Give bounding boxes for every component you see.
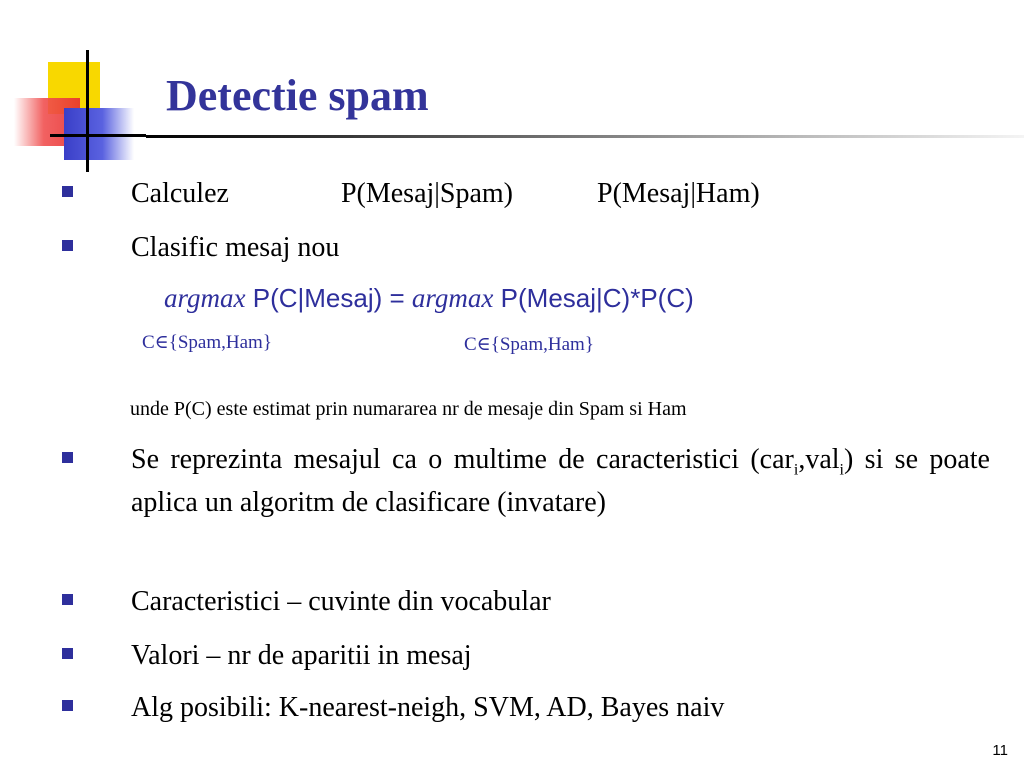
bullet-word: Calculez [131,178,229,209]
bullet-text [131,172,990,215]
bullet-text: Alg posibili: K-nearest-neigh, SVM, AD, Bayes naiv [131,692,725,723]
text-part-1: Se reprezinta mesajul ca o multime de caracteristici (car [131,444,794,475]
bullet-text [131,438,990,524]
bullet-text: Valori – nr de aparitii in mesaj [131,640,472,671]
text-part-2: ,val [798,444,840,475]
formula-argmax-2: argmax [411,283,494,313]
title-underline-rule [146,135,1024,138]
bullet-square-icon [62,452,73,463]
formula-condition-1: C∈{Spam,Ham} [142,332,272,353]
subscript-i: i [839,461,844,479]
slide-title: Detectie spam [166,71,429,120]
bullet-square-icon [62,700,73,711]
bullet-square-icon [62,240,73,251]
bullet-text: Clasific mesaj nou [131,232,340,263]
formula-rhs: P(Mesaj|C)*P(C) [500,283,694,313]
prob-ham: P(Mesaj|Ham) [597,178,760,209]
page-number: 11 [992,742,1008,759]
bullet-square-icon [62,594,73,605]
argmax-formula [164,280,694,316]
text-part-3: ) si se poate aplica un algoritm de clasificare (invatare) [131,444,990,518]
formula-condition-2: C∈{Spam,Ham} [464,334,594,355]
prob-spam: P(Mesaj|Spam) [340,178,513,209]
subscript-i: i [793,461,799,479]
bullet-text: Caracteristici – cuvinte din vocabular [131,586,551,617]
logo-horizontal-line [50,134,146,137]
formula-lhs: P(C|Mesaj) = [252,283,405,313]
bullet-square-icon [62,186,73,197]
bullet-square-icon [62,648,73,659]
estimation-note: unde P(C) este estimat prin numararea nr de mesaje din Spam si Ham [130,398,687,420]
logo-vertical-line [86,50,89,172]
formula-argmax-1: argmax [164,283,246,313]
